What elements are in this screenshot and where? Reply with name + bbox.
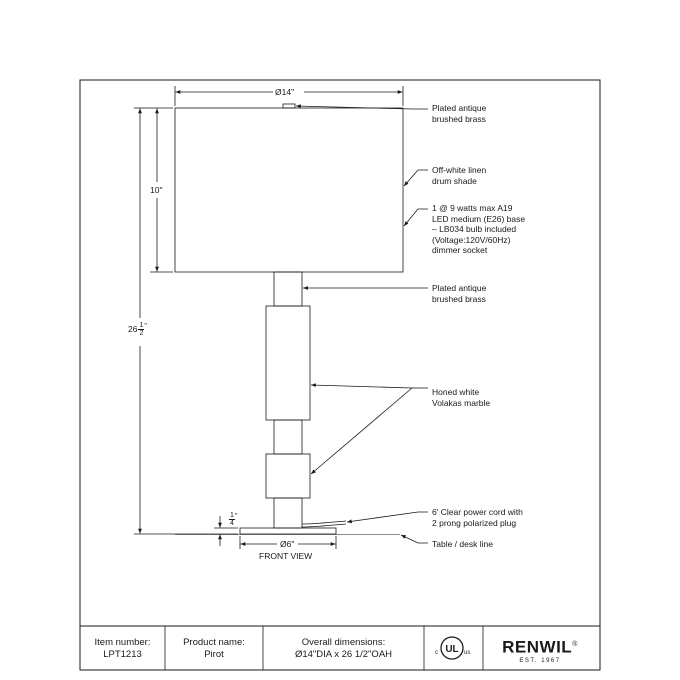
- item-number-value: LPT1213: [103, 649, 142, 660]
- svg-text:c: c: [435, 650, 438, 656]
- title-product: [165, 628, 263, 670]
- leader-finial: [296, 106, 428, 109]
- dim-overall-unit: ": [144, 323, 147, 330]
- svg-text:UL: UL: [445, 644, 459, 655]
- lamp-shade: [175, 108, 403, 272]
- leader-power-cord: [347, 512, 428, 522]
- callout-finial: Plated antique brushed brass: [432, 103, 487, 124]
- leader-marble-lower: [311, 388, 412, 474]
- overall-dimensions-value: Ø14"DIA x 26 1/2"OAH: [294, 649, 393, 660]
- callout-bulb: 1 @ 9 watts max A19 LED medium (E26) base – LB034 bulb included (Voltage:120V/60Hz) dimmer socket: [432, 203, 526, 255]
- dim-base-thickness: [229, 512, 237, 527]
- dim-shade-height: 10": [150, 185, 163, 195]
- leader-shade: [404, 170, 428, 186]
- product-name-value: Pirot: [204, 649, 224, 660]
- dim-overall-numerator: 1: [139, 322, 144, 329]
- sheet-border: [80, 80, 600, 670]
- brass-middle-stem: [274, 420, 302, 454]
- callout-power-cord: 6' Clear power cord with 2 prong polarized plug: [432, 507, 523, 528]
- leader-table-line: [401, 535, 428, 543]
- dim-base-unit: ": [234, 513, 238, 520]
- callout-brass-neck: Plated antique brushed brass: [432, 283, 487, 304]
- dim-overall-whole: 26: [128, 323, 138, 334]
- renwil-logo: [494, 636, 586, 665]
- view-label: FRONT VIEW: [259, 551, 313, 561]
- title-overall: [263, 628, 424, 670]
- power-cord: [302, 521, 346, 527]
- product-name-label: Product name:: [183, 637, 245, 648]
- brand-name: RENWIL: [502, 637, 573, 657]
- dim-base-denominator: 4: [230, 520, 234, 527]
- dim-shade-diameter: Ø14": [275, 87, 295, 97]
- title-item: [80, 628, 165, 670]
- callout-table-line: Table / desk line: [432, 539, 493, 549]
- lamp-base: [240, 528, 336, 534]
- dim-base-numerator: 1: [230, 512, 234, 519]
- brand-est: EST. 1967: [519, 657, 561, 664]
- brass-lower-stem: [274, 498, 302, 528]
- dim-overall-height: [128, 322, 147, 337]
- ul-certification-mark: [432, 632, 472, 664]
- brand-registered: ®: [572, 641, 578, 648]
- brass-neck: [274, 272, 302, 306]
- finial: [283, 104, 295, 108]
- marble-lower-block: [266, 454, 310, 498]
- svg-text:us: us: [464, 650, 471, 656]
- dim-overall-denominator: 2: [139, 330, 144, 337]
- leader-marble-upper: [311, 385, 412, 388]
- callout-shade: Off-white linen drum shade: [432, 165, 487, 186]
- callout-marble: Honed white Volakas marble: [432, 387, 491, 408]
- marble-upper-block: [266, 306, 310, 420]
- item-number-label: Item number:: [94, 637, 151, 648]
- dim-base-diameter: Ø6": [280, 539, 295, 549]
- overall-dimensions-label: Overall dimensions:: [301, 637, 386, 648]
- leader-bulb: [404, 209, 428, 226]
